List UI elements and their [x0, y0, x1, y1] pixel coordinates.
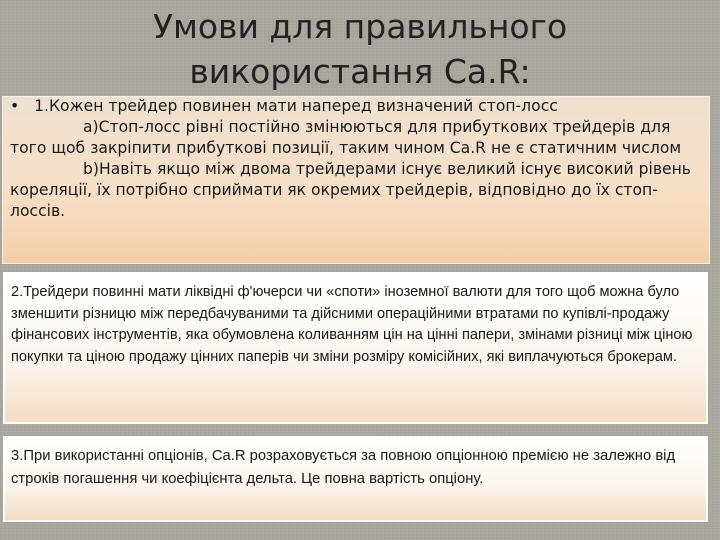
- conditions-box-2: [3, 272, 708, 424]
- point-1: [10, 96, 704, 117]
- conditions-box-1: [2, 96, 710, 264]
- bullet-marker: •: [10, 97, 20, 115]
- point-3-text: 3.При використанні опціонів, Ca.R розраховується за повною опціонною премією не залежно від строків погашення чи коефіцієнта дельта. Це повна вартість опціону.: [11, 448, 676, 487]
- point-2-text: 2.Трейдери повинні мати ліквідні ф'ючерси чи «споти» іноземної валюти для того щоб можна було зменшити різницю між передбачуваними та дійсними операційними втратами по купівлі-продажу фінансових інструментів, яка обумовлена коливанням цін на цінні папери, змінами різниці між ціною покупки та ціною продажу цінних паперів чи зміни розміру комісійних, які виплачуються брокерам.: [11, 284, 693, 365]
- point-1-text: 1.Кожен трейдер повинен мати наперед визначений стоп-лосс: [34, 97, 558, 115]
- title-line-1: Умови для правильного: [152, 7, 568, 46]
- title-line-2: використання Ca.R:: [189, 52, 531, 91]
- slide-title: [0, 4, 720, 94]
- sub-point-b: b)Навіть якщо між двома трейдерами існує великий існує високий рівень кореляції, їх потрібно сприймати як окремих трейдерів, відповідно до їх стоп-лоссів.: [10, 160, 691, 220]
- sub-point-a: а)Стоп-лосс рівні постійно змінюються для прибуткових трейдерів для того щоб закріпити прибуткові позиції, таким чином Ca.R не є статичним числом: [10, 118, 682, 157]
- conditions-box-3: [3, 436, 708, 522]
